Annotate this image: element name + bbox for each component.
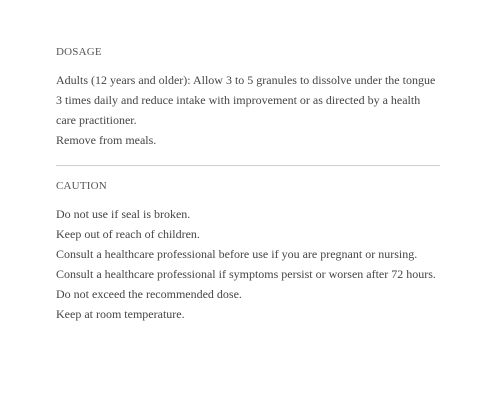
caution-item: Do not use if seal is broken. <box>56 207 191 221</box>
caution-section <box>56 178 440 324</box>
caution-item: Keep out of reach of children. <box>56 227 200 241</box>
dosage-section <box>56 44 440 150</box>
caution-item: Keep at room temperature. <box>56 307 185 321</box>
dosage-note: Remove from meals. <box>56 133 157 147</box>
caution-item: Consult a healthcare professional before use if you are pregnant or nursing. <box>56 247 418 261</box>
caution-list <box>56 204 440 324</box>
caution-item: Consult a healthcare professional if symptoms persist or worsen after 72 hours. <box>56 267 436 281</box>
caution-heading: CAUTION <box>56 180 107 192</box>
dosage-heading: DOSAGE <box>56 46 102 58</box>
dosage-text: Adults (12 years and older): Allow 3 to 5 granules to dissolve under the tongue 3 times daily and reduce intake with improvement or as directed by a health care practitioner. <box>56 73 436 127</box>
caution-item: Do not exceed the recommended dose. <box>56 287 242 301</box>
section-divider <box>56 165 440 166</box>
